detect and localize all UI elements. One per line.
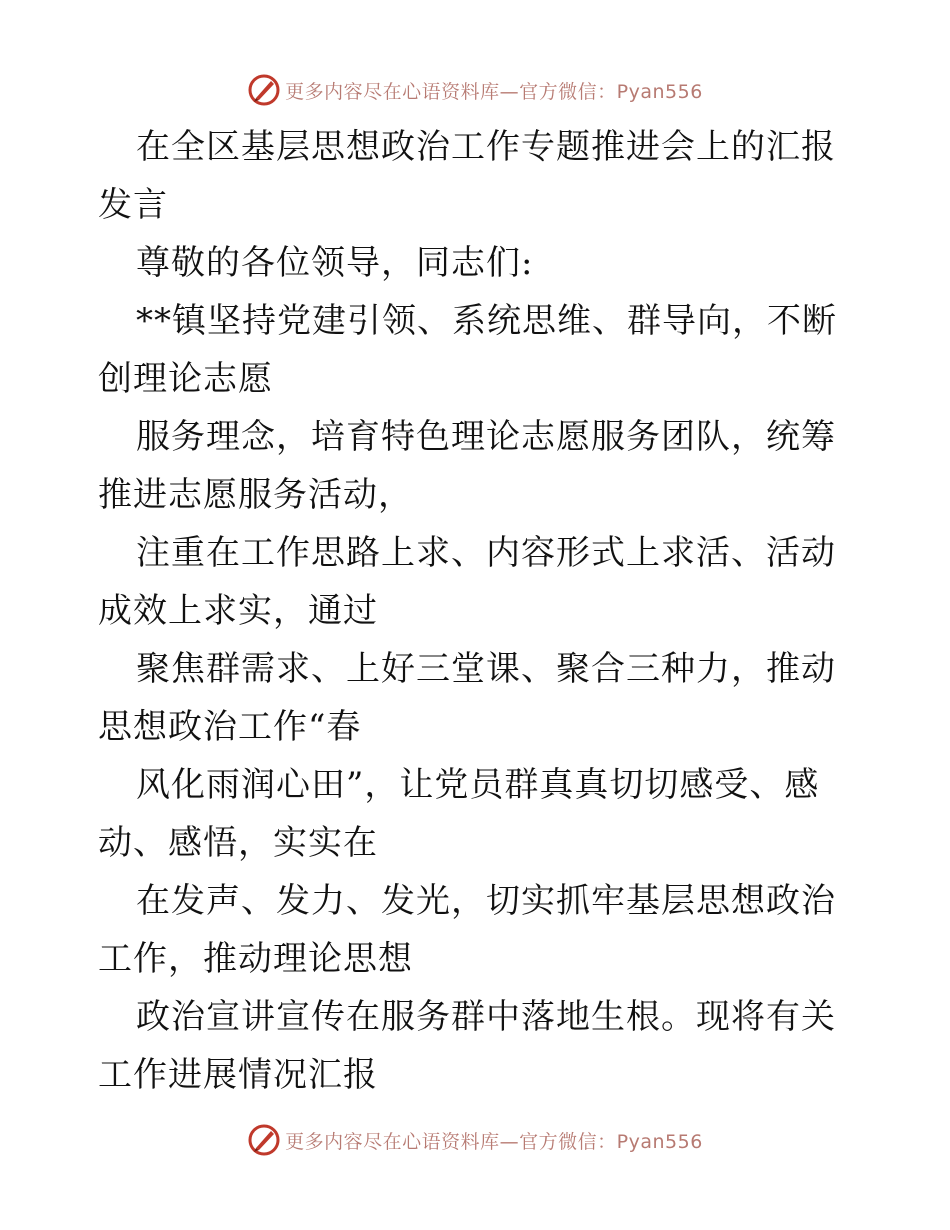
paragraph: 聚焦群需求、上好三堂课、聚合三种力，推动思想政治工作“春 [98, 649, 836, 747]
paragraph: **镇坚持党建引领、系统思维、群导向，不断创理论志愿 [98, 301, 837, 399]
paragraph: 在发声、发力、发光，切实抓牢基层思想政治工作，推动理论思想 [98, 881, 836, 979]
quill-logo-icon [247, 73, 281, 107]
paragraph: 服务理念，培育特色理论志愿服务团队，统筹推进志愿服务活动， [98, 417, 836, 515]
paragraph: 注重在工作思路上求、内容形式上求活、活动成效上求实，通过 [98, 533, 836, 631]
header-watermark [0, 70, 950, 110]
quill-logo-icon [247, 1123, 281, 1157]
document-title: 在全区基层思想政治工作专题推进会上的汇报发言 [98, 127, 836, 225]
footer-watermark [0, 1120, 950, 1160]
salutation: 尊敬的各位领导，同志们: [136, 243, 534, 283]
document-body [98, 118, 858, 1104]
watermark-text: 更多内容尽在心语资料库—官方微信：Pyan556 [285, 80, 703, 103]
paragraph: 风化雨润心田”，让党员群真真切切感受、感动、感悟，实实在 [98, 765, 820, 863]
watermark-text: 更多内容尽在心语资料库—官方微信：Pyan556 [285, 1130, 703, 1153]
paragraph: 政治宣讲宣传在服务群中落地生根。现将有关工作进展情况汇报 [98, 997, 836, 1095]
